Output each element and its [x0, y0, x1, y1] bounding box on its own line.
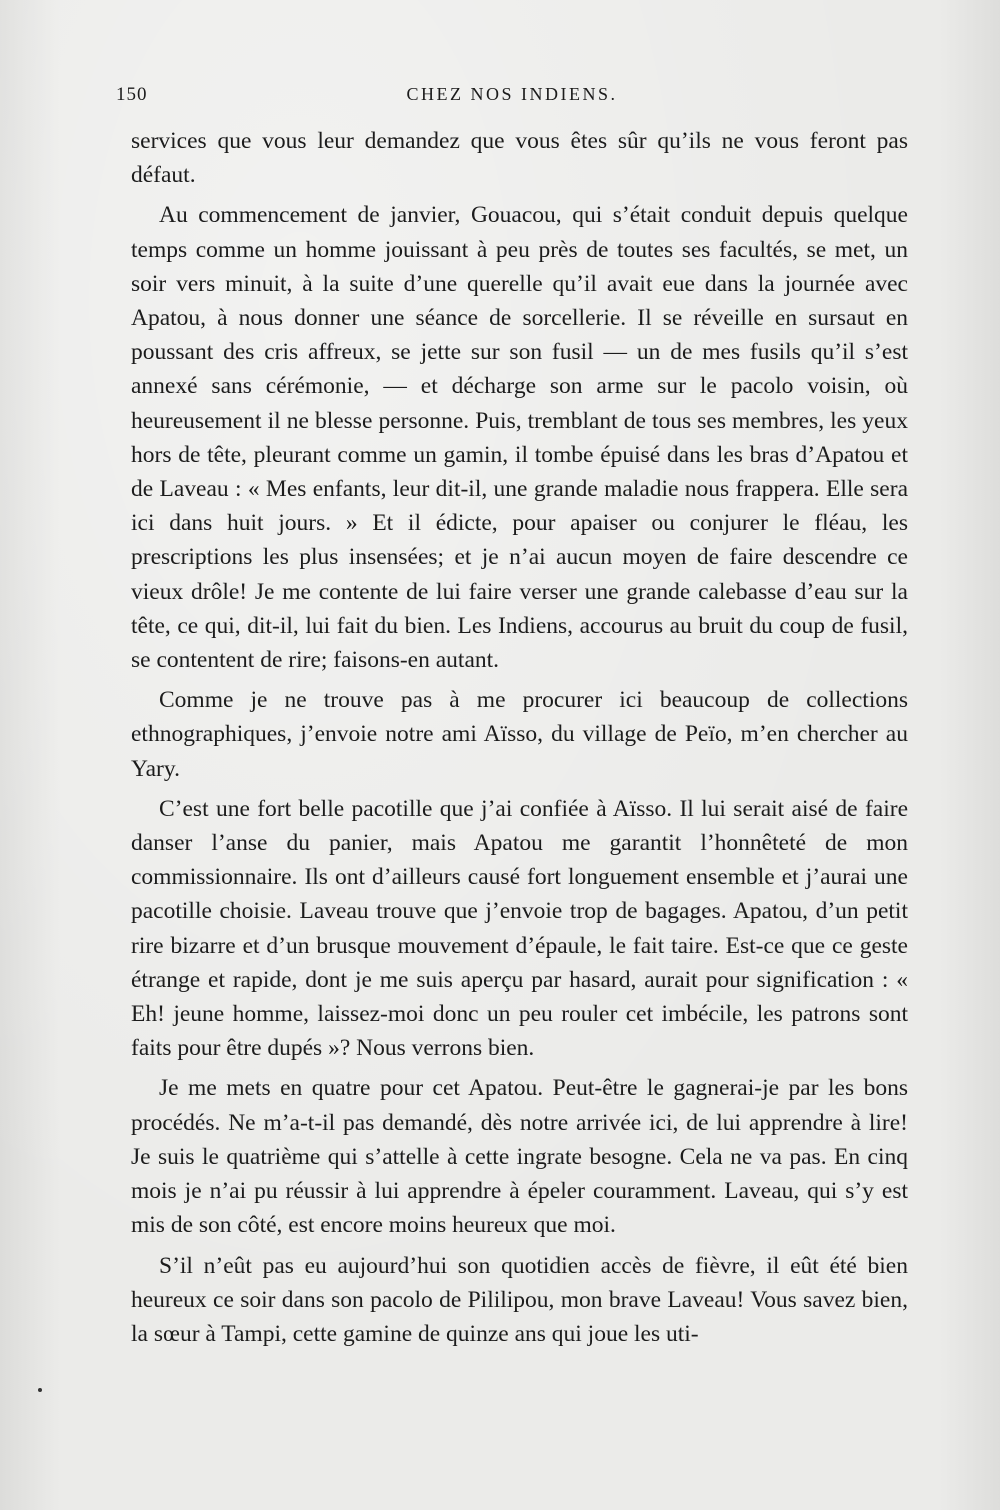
running-head — [116, 84, 908, 114]
paragraph-collections: Comme je ne trouve pas à me procurer ici beaucoup de collections ethnographiques, j’envoie notre ami Aïsso, du village de Peïo, m’en chercher au Yary. — [131, 687, 908, 782]
paragraph-gouacou-sorcery: Au commencement de janvier, Gouacou, qui s’était conduit depuis quelque temps comme un homme jouissant à peu près de toutes ses facultés, se met, un soir vers minuit, à la suite d’une querelle qu’il avait eue dans la journée avec Apatou, à nous donner une séance de sorcellerie. Il se réveille en sursaut en poussant des cris affreux, se jette sur son fusil — un de mes fusils qu’il s’est annexé sans cérémonie, — et décharge son arme sur le pacolo voisin, où heureusement il ne blesse personne. Puis, tremblant de tous ses membres, les yeux hors de tête, pleurant comme un gamin, il tombe épuisé dans les bras d’Apatou et de Laveau : « Mes enfants, leur dit-il, une grande maladie nous frappera. Elle sera ici dans huit jours. » Et il édicte, pour apaiser ou conjurer le fléau, les prescriptions les plus insensées; et je n’ai aucun moyen de faire descendre ce vieux drôle! Je me contente de lui faire verser une grande calebasse d’eau sur la tête, ce qui, dit-il, lui fait du bien. Les Indiens, accourus au bruit du coup de fusil, se contentent de rire; faisons-en autant. — [131, 202, 908, 674]
ink-speck — [38, 1388, 42, 1392]
page-number: 150 — [116, 84, 148, 105]
running-title: CHEZ NOS INDIENS. — [406, 84, 618, 104]
paragraph-reading-lessons: Je me mets en quatre pour cet Apatou. Peut-être le gagnerai-je par les bons procédés. Ne m’a-t-il pas demandé, dès notre arrivée ici, de lui apprendre à lire! Je suis le quatrième qui s’attelle à cette ingrate besogne. Cela ne va pas. En cinq mois je n’ai pu réussir à lui apprendre à épeler couramment. Laveau, qui s’y est mis de son côté, est encore moins heureux que moi. — [131, 1075, 908, 1239]
body-text — [131, 124, 908, 1357]
paragraph-laveau: S’il n’eût pas eu aujourd’hui son quotidien accès de fièvre, il eût été bien heureux ce soir dans son pacolo de Pililipou, mon brave Laveau! Vous savez bien, la sœur à Tampi, cette gamine de quinze ans qui joue les uti- — [131, 1252, 908, 1347]
paragraph-pacotille: C’est une fort belle pacotille que j’ai confiée à Aïsso. Il lui serait aisé de faire danser l’anse du panier, mais Apatou me garantit l’honnêteté de mon commissionnaire. Ils ont d’ailleurs causé fort longuement ensemble et j’aurai une pacotille choisie. Laveau trouve que j’envoie trop de bagages. Apatou, d’un petit rire bizarre et d’un brusque mouvement d’épaule, le fait taire. Est-ce que ce geste étrange et rapide, dont je me suis aperçu par hasard, aurait pour signification : « Eh! jeune homme, laissez-moi donc un peu rouler cet imbécile, les patrons sont faits pour être dupés »? Nous verrons bien. — [131, 795, 908, 1062]
paragraph-continuation: services que vous leur demandez que vous êtes sûr qu’ils ne vous feront pas défaut. — [131, 128, 908, 189]
